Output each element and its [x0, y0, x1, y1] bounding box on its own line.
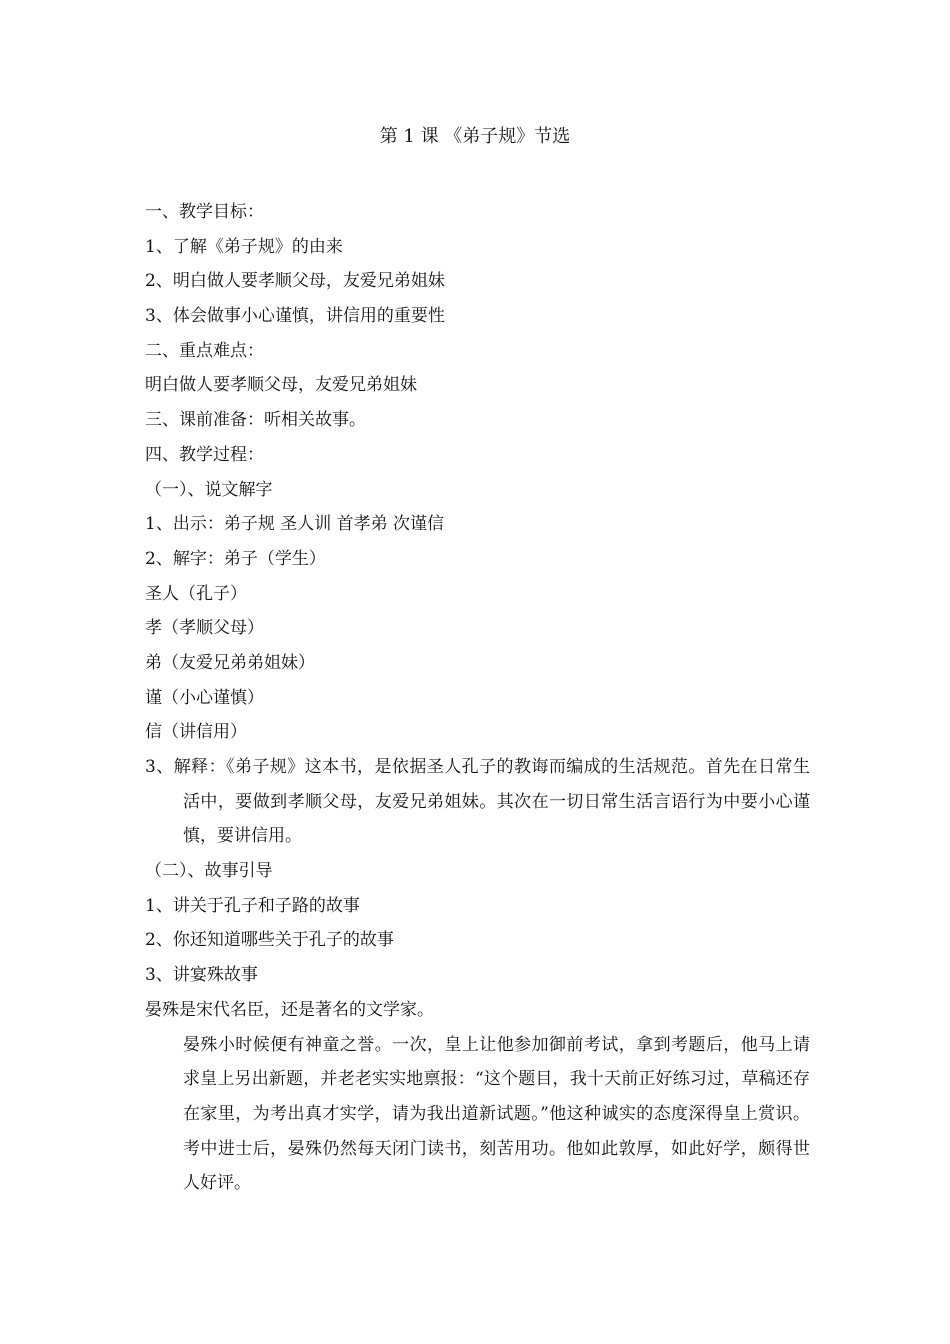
goal-item: 2、明白做人要孝顺父母，友爱兄弟姐妹: [145, 271, 445, 292]
word-explanation: 孝（孝顺父母）: [145, 618, 264, 639]
document-body: [145, 195, 810, 1201]
process-item: 1、讲关于孔子和子路的故事: [145, 895, 360, 916]
goal-item: 3、体会做事小心谨慎，讲信用的重要性: [145, 306, 445, 327]
process-item: 2、解字：弟子（学生）: [145, 548, 326, 569]
process-item: 1、出示：弟子规 圣人训 首孝弟 次谨信: [145, 514, 445, 535]
subsection-heading: （一）、说文解字: [145, 479, 273, 500]
word-explanation: 圣人（孔子）: [145, 583, 247, 604]
section-heading-key-points: 二、重点难点：: [145, 340, 264, 361]
goal-item: 1、了解《弟子规》的由来: [145, 236, 343, 257]
story-intro: 晏殊是宋代名臣，还是著名的文学家。: [145, 999, 434, 1020]
lesson-title: 第 1 课 《弟子规》节选: [379, 126, 571, 147]
section-heading-preparation: 三、课前准备：听相关故事。: [145, 410, 366, 431]
word-explanation: 弟（友爱兄弟弟姐妹）: [145, 652, 315, 673]
word-explanation: 信（讲信用）: [145, 722, 247, 743]
section-heading-goals: 一、教学目标：: [145, 202, 264, 222]
word-explanation: 谨（小心谨慎）: [145, 687, 264, 708]
key-point-text: 明白做人要孝顺父母，友爱兄弟姐妹: [145, 375, 417, 396]
subsection-heading: （二）、故事引导: [145, 861, 273, 882]
process-item: 3、讲宴殊故事: [145, 965, 258, 986]
story-paragraph: 晏殊小时候便有神童之誉。一次，皇上让他参加御前考试，拿到考题后，他马上请求皇上另出新题，并老老实实地禀报：“这个题目，我十天前正好练习过，草稿还存在家里，为考出真才实学，请为我出道新试题。”他这种诚实的态度深得皇上赏识。考中进士后，晏殊仍然每天闭门读书，刻苦用功。他如此敦厚，如此好学，颇得世人好评。: [183, 1034, 810, 1194]
section-heading-process: 四、教学过程：: [145, 444, 264, 465]
explanation-paragraph: 3、解释：《弟子规》这本书，是依据圣人孔子的教诲而编成的生活规范。首先在日常生活中，要做到孝顺父母，友爱兄弟姐妹。其次在一切日常生活言语行为中要小心谨慎，要讲信用。: [145, 757, 810, 847]
process-item: 2、你还知道哪些关于孔子的故事: [145, 930, 394, 951]
